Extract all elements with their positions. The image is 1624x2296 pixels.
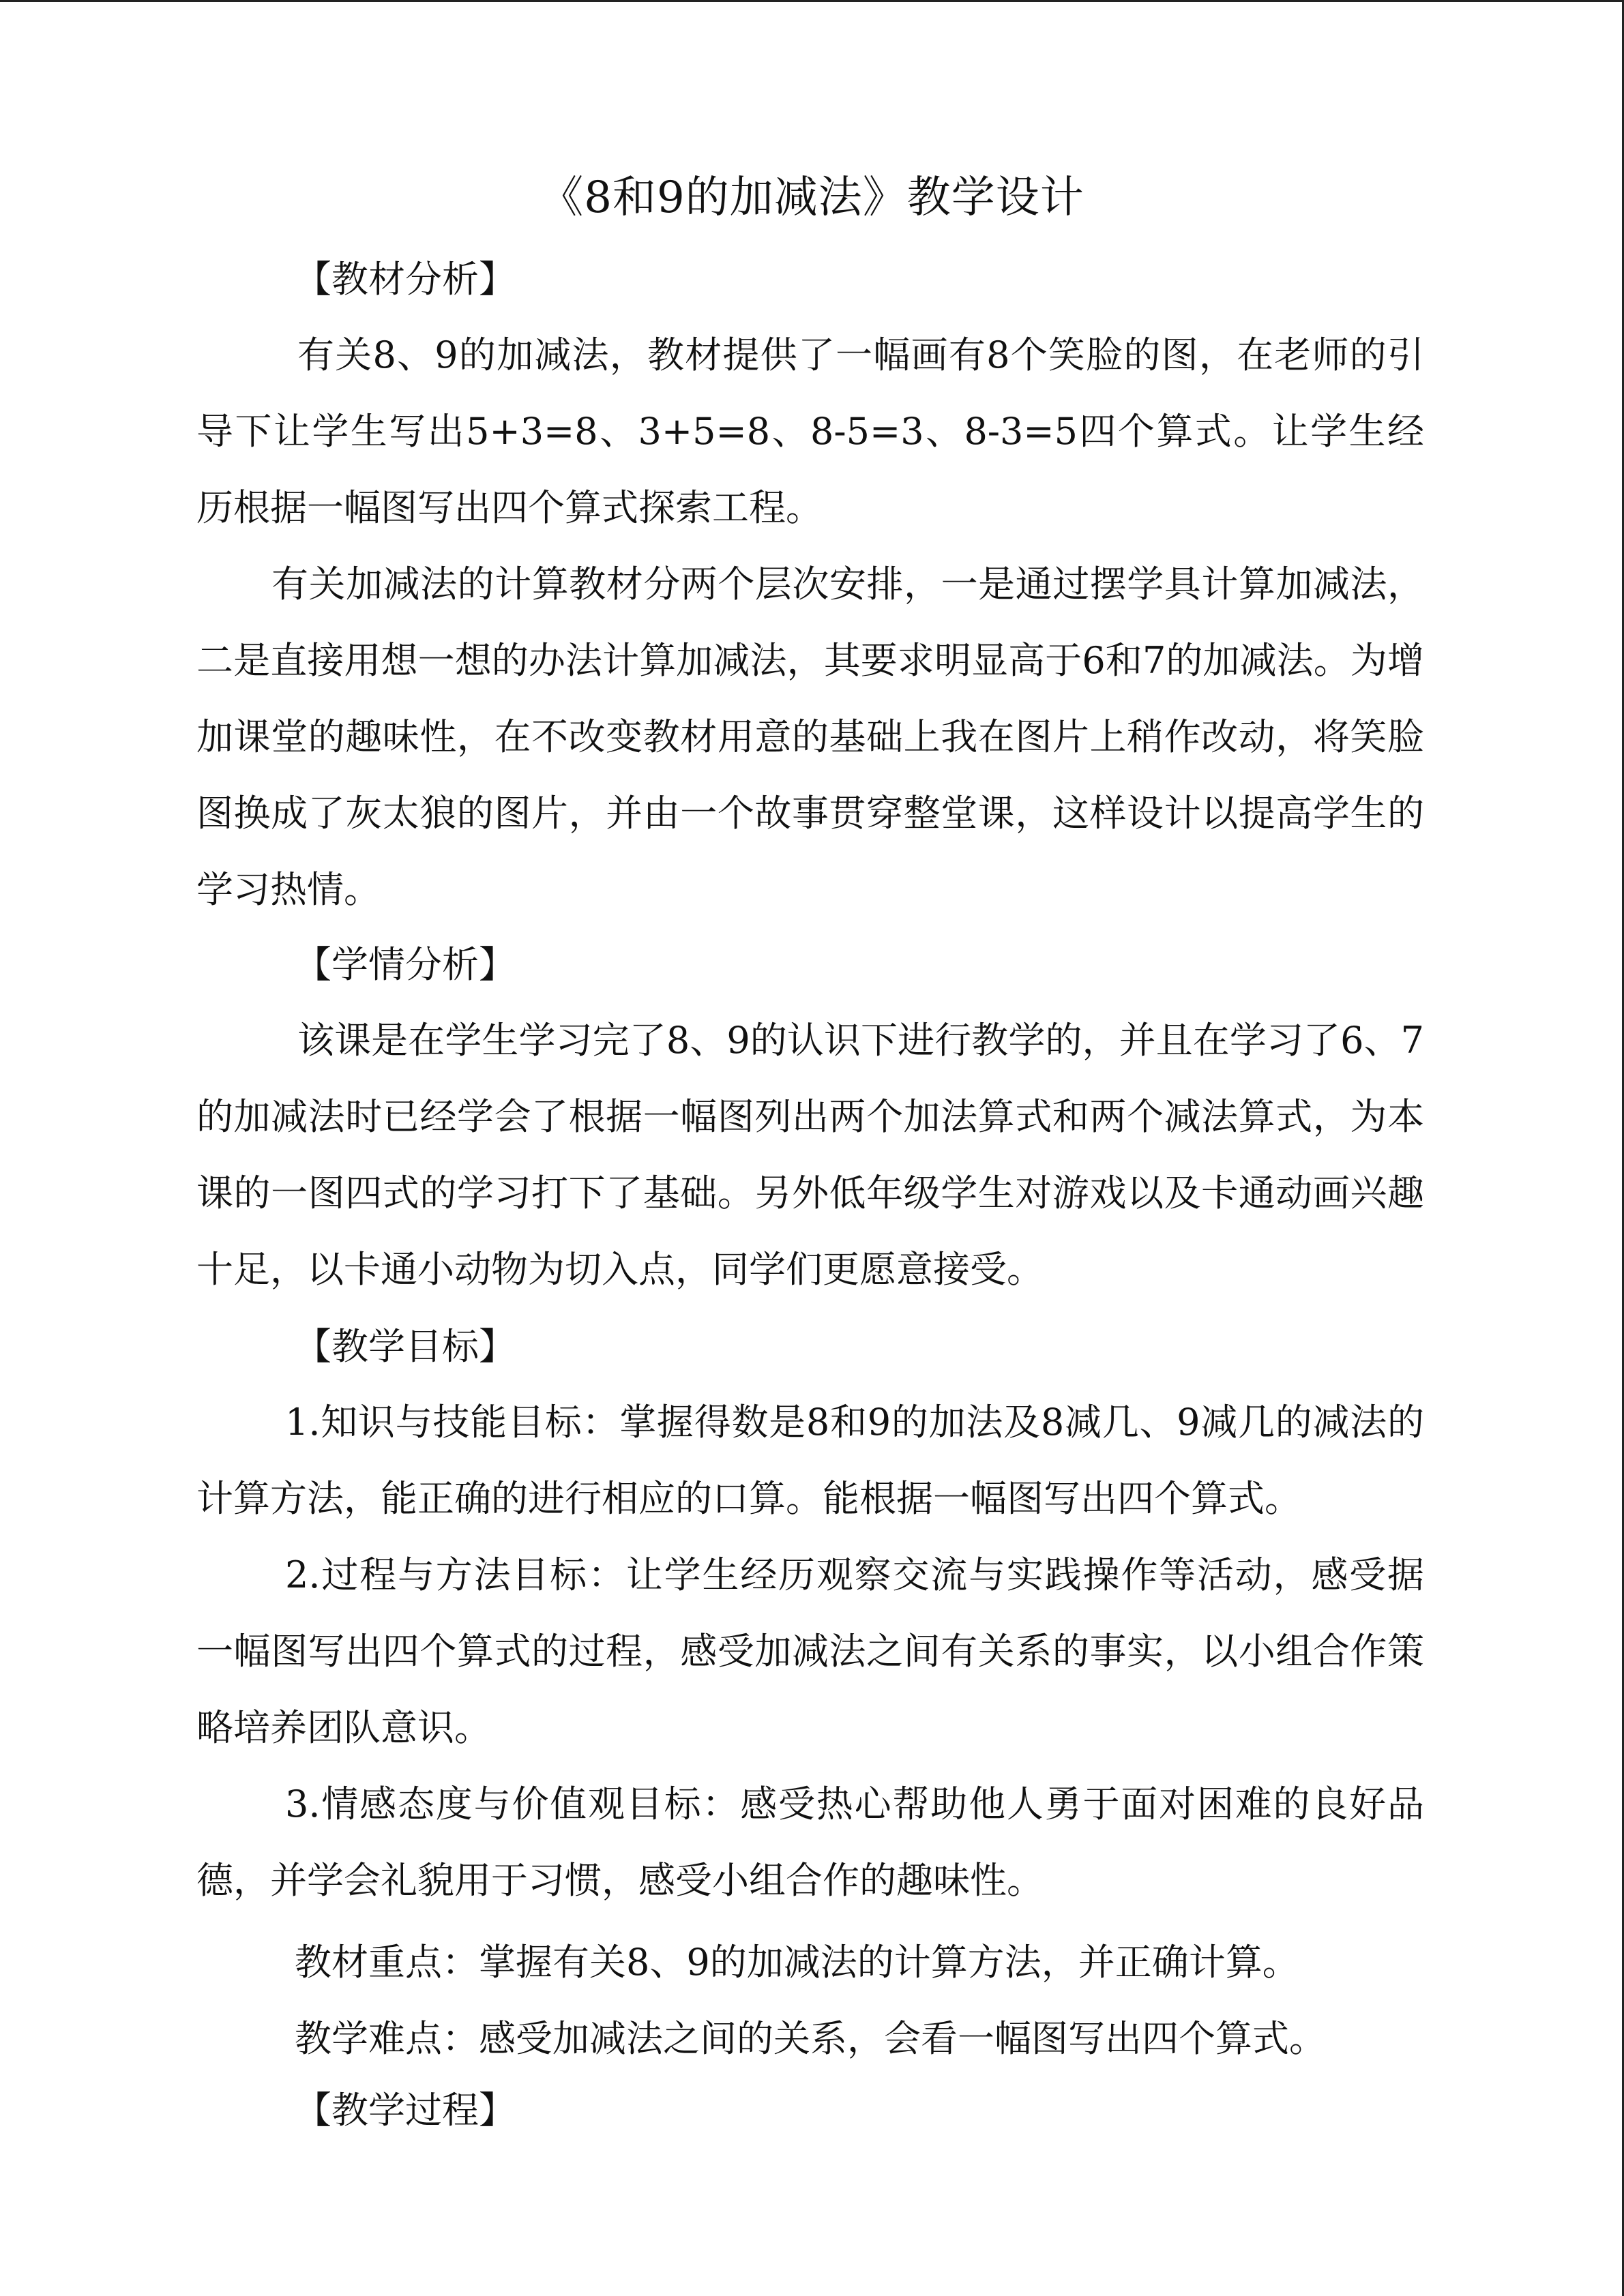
goal-process-methods: 2.过程与方法目标：让学生经历观察交流与实践操作等活动，感受据一幅图写出四个算式的过程，感受加减法之间有关系的事实，以小组合作策略培养团队意识。: [196, 1553, 1424, 1749]
goal-knowledge-skills: 1.知识与技能目标：掌握得数是8和9的加法及8减几、9减几的减法的计算方法，能正确的进行相应的口算。能根据一幅图写出四个算式。: [196, 1401, 1424, 1520]
paragraph-learning-analysis: 该课是在学生学习完了8、9的认识下进行教学的，并且在学习了6、7的加减法时已经学会了根据一幅图列出两个加法算式和两个减法算式，为本课的一图四式的学习打下了基础。另外低年级学生对游戏以及卡通动画兴趣十足，以卡通小动物为切入点，同学们更愿意接受。: [196, 1019, 1424, 1291]
section-heading-textbook-analysis: 【教材分析】: [295, 258, 516, 301]
section-heading-teaching-process: 【教学过程】: [295, 2089, 516, 2132]
teaching-key-point: 教材重点：掌握有关8、9的加减法的计算方法，并正确计算。: [295, 1941, 1299, 1984]
document-title: 《8和9的加减法》教学设计: [540, 173, 1084, 223]
section-heading-learning-analysis: 【学情分析】: [295, 943, 516, 986]
page-border-top: [0, 0, 1624, 2]
goal-emotion-values: 3.情感态度与价值观目标：感受热心帮助他人勇于面对困难的良好品德，并学会礼貌用于习惯，感受小组合作的趣味性。: [196, 1783, 1424, 1902]
teaching-difficulty: 教学难点：感受加减法之间的关系，会看一幅图写出四个算式。: [295, 2017, 1326, 2060]
section-heading-teaching-goals: 【教学目标】: [295, 1325, 516, 1368]
paragraph-textbook-analysis-1: 有关8、9的加减法，教材提供了一幅画有8个笑脸的图，在老师的引导下让学生写出5+3=8、3+5=8、8-5=3、8-3=5四个算式。让学生经历根据一幅图写出四个算式探索工程。: [196, 333, 1424, 529]
paragraph-textbook-analysis-2: 有关加减法的计算教材分两个层次安排，一是通过摆学具计算加减法，二是直接用想一想的办法计算加减法，其要求明显高于6和7的加减法。为增加课堂的趣味性，在不改变教材用意的基础上我在图片上稍作改动，将笑脸图换成了灰太狼的图片，并由一个故事贯穿整堂课，这样设计以提高学生的学习热情。: [196, 563, 1424, 911]
